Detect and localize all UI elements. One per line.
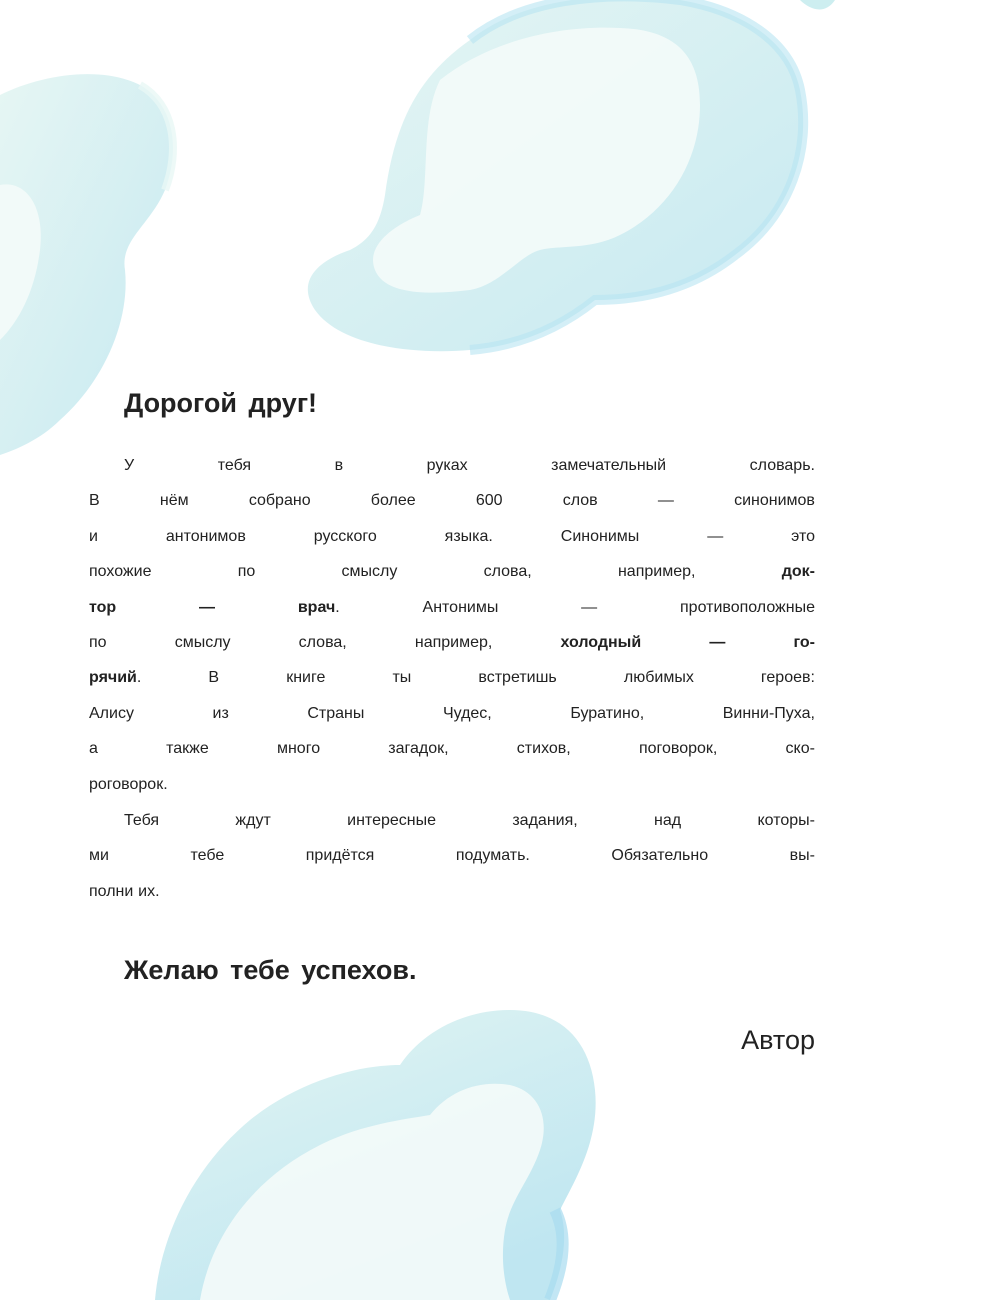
word: их.: [138, 882, 160, 900]
word: подумать.: [455, 847, 530, 865]
word: противоположные: [680, 598, 815, 616]
word: а: [89, 740, 98, 758]
word: Алису: [89, 704, 134, 722]
word: врач.: [297, 598, 340, 616]
text-line: [89, 669, 815, 704]
word: словарь.: [749, 457, 815, 474]
word: Винни-Пуха,: [722, 704, 815, 722]
word: Обязательно: [611, 847, 709, 865]
word: полни: [89, 882, 134, 900]
word: —: [709, 633, 726, 651]
word: языка.: [444, 527, 493, 545]
word: книге: [286, 669, 326, 687]
word: В: [208, 669, 220, 687]
word: слова,: [298, 633, 347, 651]
word: замечательный: [551, 457, 667, 474]
word: поговорок,: [638, 740, 718, 758]
text-line: [89, 563, 815, 598]
word: роговорок.: [89, 775, 168, 793]
word: тор: [89, 598, 117, 616]
word: нём: [159, 492, 189, 510]
word: ждут: [235, 812, 271, 829]
word: из: [212, 704, 229, 722]
word: любимых: [623, 669, 694, 687]
word: 600: [475, 492, 503, 510]
word: это: [791, 527, 815, 545]
word: слова,: [483, 563, 532, 581]
word: —: [707, 527, 724, 545]
word: придётся: [305, 847, 375, 865]
word: тебя: [217, 457, 252, 474]
text-line: [89, 599, 815, 634]
word: Страны: [307, 704, 365, 722]
paragraph-2: [89, 812, 815, 918]
closing-wish: Желаю тебе успехов.: [124, 955, 417, 985]
word: встретишь: [478, 669, 557, 687]
cloud-top-right: [308, 0, 835, 351]
word: Тебя: [124, 812, 160, 829]
word: го-: [793, 633, 815, 651]
word: —: [657, 492, 674, 510]
text-line: [89, 492, 815, 527]
word: более: [370, 492, 416, 510]
text-line: [89, 705, 815, 740]
word: и: [89, 527, 98, 545]
word: над: [654, 812, 682, 829]
word: например,: [414, 633, 493, 651]
text-line: [89, 528, 815, 563]
text-line: [89, 812, 815, 847]
word: ско-: [785, 740, 815, 758]
word: например,: [617, 563, 696, 581]
text-line: [89, 847, 815, 882]
word: вы-: [789, 847, 815, 865]
word: смыслу: [341, 563, 398, 581]
text-line: [89, 776, 815, 811]
word: ми: [89, 847, 109, 865]
word: по: [237, 563, 256, 581]
author-signature: Автор: [741, 1025, 815, 1055]
word: Синонимы: [560, 527, 640, 545]
text-line: [89, 457, 815, 492]
word: Чудес,: [442, 704, 492, 722]
word: русского: [313, 527, 377, 545]
paragraph-1: [89, 457, 815, 811]
word: смыслу: [174, 633, 231, 651]
text-line: [89, 634, 815, 669]
word: которы-: [757, 812, 815, 829]
word: похожие: [89, 563, 152, 581]
word: также: [166, 740, 209, 758]
text-line: [89, 883, 815, 918]
word: тебе: [190, 847, 225, 865]
word: интересные: [347, 812, 436, 829]
word: задания,: [512, 812, 578, 829]
word: В: [89, 492, 100, 510]
word: руках: [426, 457, 468, 474]
word: холодный: [560, 633, 642, 651]
word: рячий.: [89, 669, 142, 687]
word: антонимов: [165, 527, 246, 545]
word: У: [124, 457, 135, 474]
word: —: [581, 598, 598, 616]
greeting-heading: Дорогой друг!: [124, 388, 318, 418]
word: —: [199, 598, 215, 616]
cloud-bottom: [155, 1010, 596, 1300]
word: синонимов: [734, 492, 815, 510]
word: собрано: [248, 492, 311, 510]
word: док-: [781, 563, 815, 581]
word: слов: [562, 492, 598, 510]
word: много: [276, 740, 321, 758]
word: героев:: [760, 669, 815, 687]
word: ты: [392, 669, 412, 687]
word: Антонимы: [422, 598, 499, 616]
word: стихов,: [516, 740, 571, 758]
text-line: [89, 740, 815, 775]
word: загадок,: [388, 740, 449, 758]
word: по: [89, 633, 107, 651]
word: Буратино,: [570, 704, 645, 722]
word: в: [334, 457, 344, 474]
